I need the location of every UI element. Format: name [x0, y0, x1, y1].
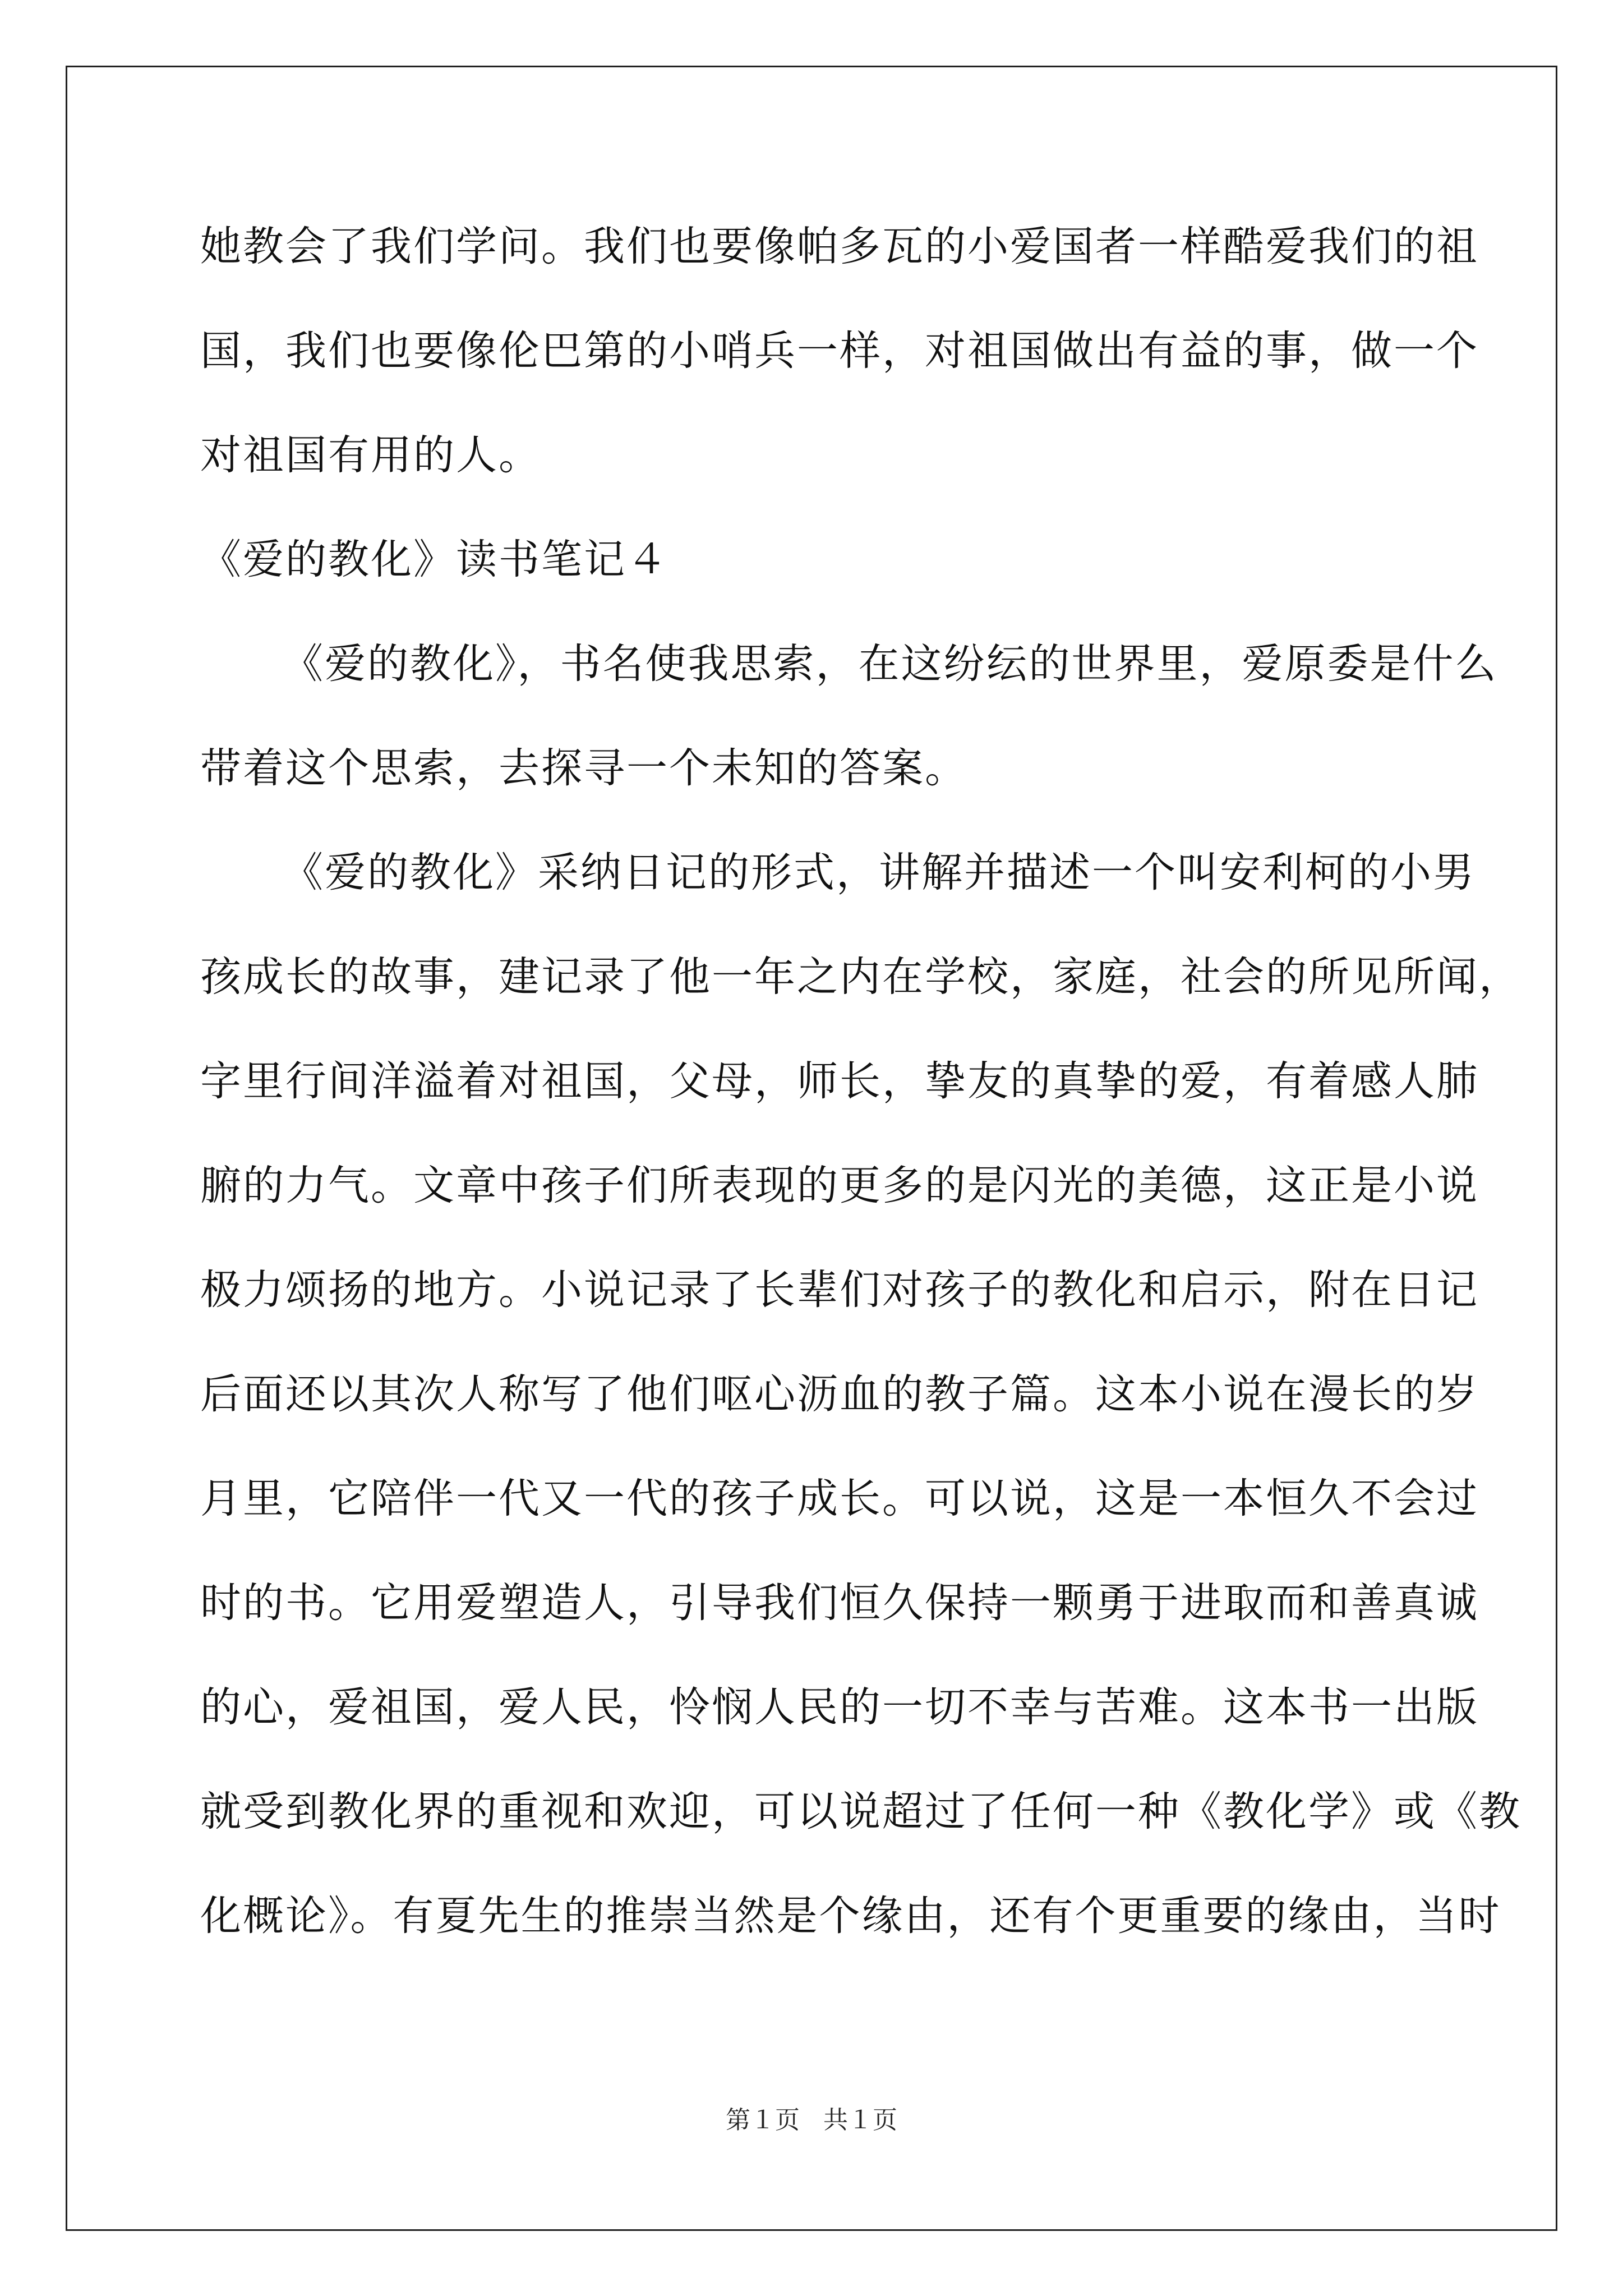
text-line: 《爱的教化》采纳日记的形式，讲解并描述一个叫安利柯的小男 [282, 849, 1476, 896]
text-line: 《爱的教化》，书名使我思索，在这纷纭的世界里，爱原委是什么 [282, 640, 1498, 688]
text-line: 化概论》。有夏先生的推崇当然是个缘由，还有个更重要的缘由，当时 [200, 1892, 1501, 1940]
text-line: 她教会了我们学问。我们也要像帕多瓦的小爱国者一样酷爱我们的祖 [200, 223, 1479, 270]
page-total: 共１页 [823, 2106, 897, 2134]
page-number: 第１页 [726, 2106, 800, 2134]
text-line: 对祖国有用的人。 [200, 431, 541, 479]
text-line: 带着这个思索，去探寻一个未知的答案。 [200, 744, 967, 792]
text-line: 就受到教化界的重视和欢迎，可以说超过了任何一种《教化学》或《教 [200, 1788, 1521, 1835]
page-footer [0, 2104, 1623, 2137]
text-line: 时的书。它用爱塑造人，引导我们恒久保持一颗勇于进取而和善真诚 [200, 1579, 1479, 1627]
text-line: 腑的力气。文章中孩子们所表现的更多的是闪光的美德，这正是小说 [200, 1162, 1479, 1209]
text-line: 月里，它陪伴一代又一代的孩子成长。可以说，这是一本恒久不会过 [200, 1475, 1479, 1522]
text-line: 后面还以其次人称写了他们呕心沥血的教子篇。这本小说在漫长的岁 [200, 1370, 1479, 1418]
section-heading: 《爱的教化》读书笔记４ [200, 536, 669, 583]
text-line: 的心，爱祖国，爱人民，怜悯人民的一切不幸与苦难。这本书一出版 [200, 1683, 1479, 1731]
text-line: 孩成长的故事，建记录了他一年之内在学校，家庭，社会的所见所闻， [200, 953, 1521, 1001]
text-line: 字里行间洋溢着对祖国，父母，师长，挚友的真挚的爱，有着感人肺 [200, 1057, 1479, 1105]
text-line: 极力颂扬的地方。小说记录了长辈们对孩子的教化和启示，附在日记 [200, 1266, 1479, 1314]
text-line: 国，我们也要像伦巴第的小哨兵一样，对祖国做出有益的事，做一个 [200, 327, 1479, 375]
